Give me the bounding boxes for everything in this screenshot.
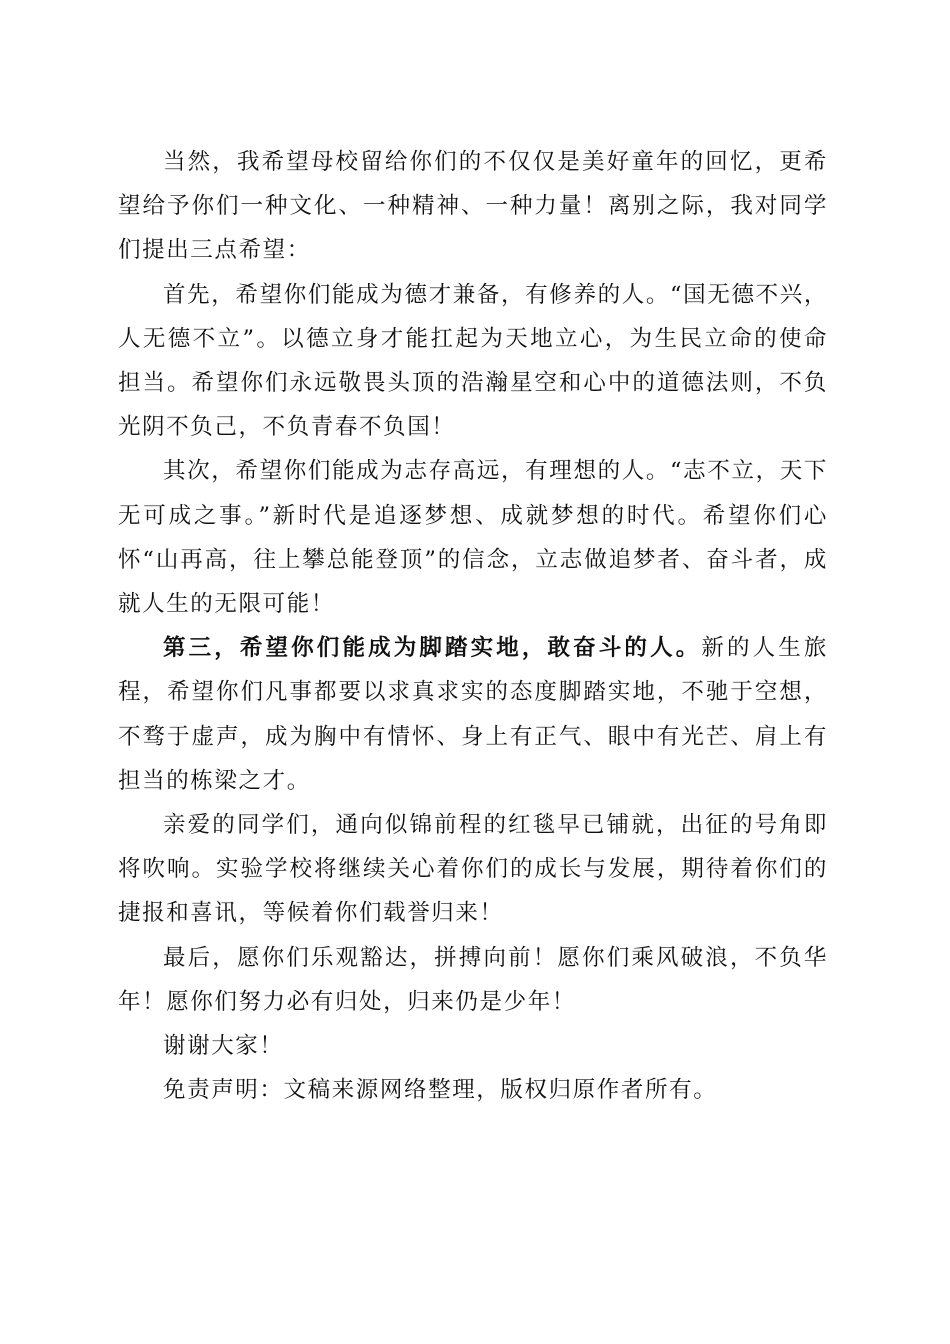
paragraph-farewell xyxy=(118,803,828,936)
paragraph-third-wish xyxy=(118,626,828,803)
paragraph-text: 谢谢大家！ xyxy=(163,1033,284,1060)
paragraph-first-wish xyxy=(118,273,828,450)
paragraph-text: 新的人生旅程，希望你们凡事都要以求真求实的态度脚踏实地，不驰于空想，不骛于虚声，成为胸中有情怀、身上有正气、眼中有光芒、肩上有担当的栋梁之才。 xyxy=(118,635,828,794)
paragraph-thanks xyxy=(118,1024,828,1068)
document-body xyxy=(118,140,828,1112)
paragraph-text: 免责声明：文稿来源网络整理，版权归原作者所有。 xyxy=(163,1077,718,1104)
paragraph-text: 当然，我希望母校留给你们的不仅仅是美好童年的回忆，更希望给予你们一种文化、一种精神、一种力量！离别之际，我对同学们提出三点希望： xyxy=(118,149,828,264)
paragraph-text: 最后，愿你们乐观豁达，拼搏向前！愿你们乘风破浪，不负华年！愿你们努力必有归处，归来仍是少年！ xyxy=(118,944,828,1015)
paragraph-second-wish xyxy=(118,449,828,626)
paragraph-disclaimer xyxy=(118,1068,828,1112)
paragraph-text: 其次，希望你们能成为志存高远，有理想的人。“志不立，天下无可成之事。”新时代是追逐梦想、成就梦想的时代。希望你们心怀“山再高，往上攀总能登顶”的信念，立志做追梦者、奋斗者，成就人生的无限可能！ xyxy=(118,458,828,618)
paragraph-text: 亲爱的同学们，通向似锦前程的红毯早已铺就，出征的号角即将吹响。实验学校将继续关心着你们的成长与发展，期待着你们的捷报和喜讯，等候着你们载誉归来！ xyxy=(118,812,828,927)
paragraph-closing-wishes xyxy=(118,936,828,1024)
paragraph-wishes-intro xyxy=(118,140,828,273)
paragraph-bold-lead: 第三，希望你们能成为脚踏实地，敢奋斗的人。 xyxy=(163,635,702,662)
paragraph-text: 首先，希望你们能成为德才兼备，有修养的人。“国无德不兴，人无德不立”。以德立身才能扛起为天地立心，为生民立命的使命担当。希望你们永远敬畏头顶的浩瀚星空和心中的道德法则，不负光阴不负己，不负青春不负国！ xyxy=(118,281,828,441)
